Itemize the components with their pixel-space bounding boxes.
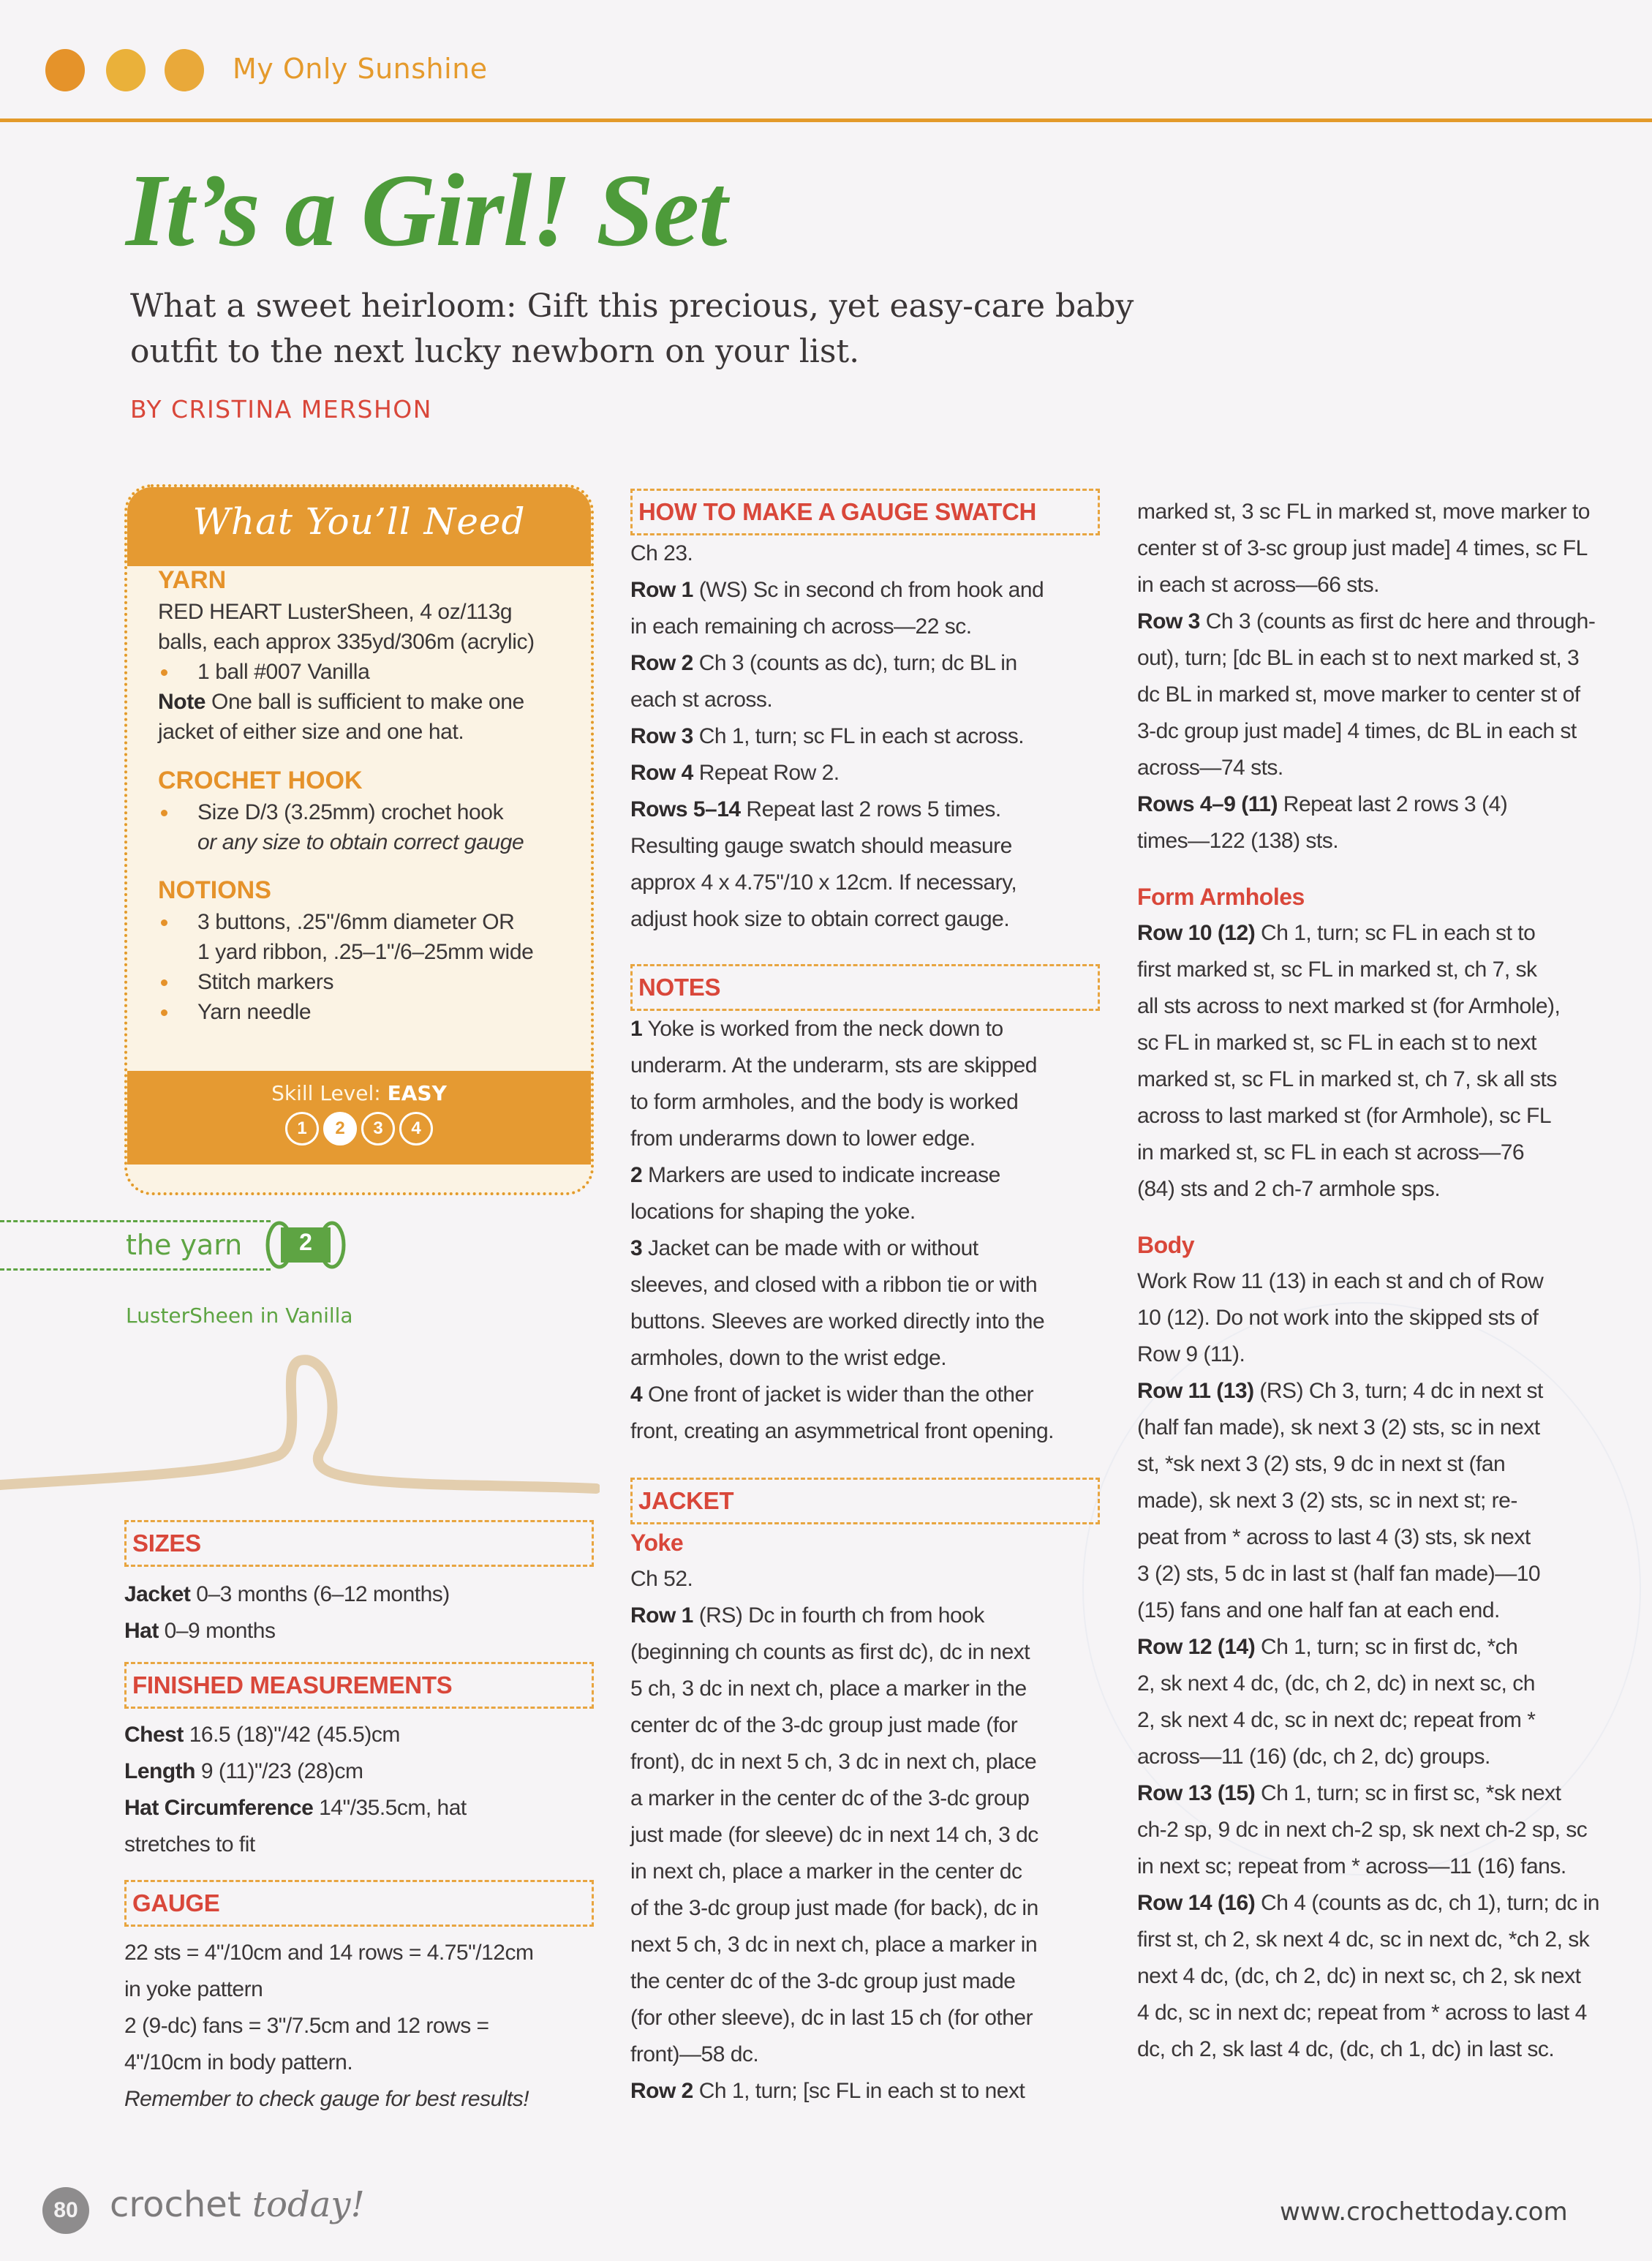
skill-circle-3: 3 bbox=[361, 1112, 395, 1145]
row-label: Rows 4–9 (11) bbox=[1137, 792, 1278, 816]
hat-circ-value: 14"/35.5cm, hat bbox=[313, 1796, 467, 1820]
note-text: front, creating an asymmetrical front opening. bbox=[630, 1419, 1054, 1443]
hook-bullet-text: Size D/3 (3.25mm) crochet hook bbox=[197, 800, 504, 824]
right-column bbox=[1137, 494, 1642, 2068]
length-label: Length bbox=[124, 1759, 195, 1783]
hat-label: Hat bbox=[124, 1619, 159, 1643]
gauge-content bbox=[124, 1935, 607, 2118]
chest-value: 16.5 (18)"/42 (45.5)cm bbox=[183, 1723, 400, 1747]
note-text: buttons. Sleeves are worked directly into the bbox=[630, 1309, 1045, 1333]
sizes-header bbox=[124, 1520, 594, 1567]
skill-circle-2: 2 bbox=[323, 1112, 357, 1145]
byline: BY CRISTINA MERSHON bbox=[130, 395, 432, 424]
row-label: Row 1 bbox=[630, 578, 693, 602]
jacket-heading: JACKET bbox=[638, 1487, 734, 1514]
note-number: 1 bbox=[630, 1017, 643, 1041]
note-text: underarm. At the underarm, sts are skipped bbox=[630, 1053, 1037, 1077]
row-text: (84) sts and 2 ch-7 armhole sps. bbox=[1137, 1177, 1441, 1201]
yoke-heading: Yoke bbox=[630, 1530, 684, 1556]
article-subtitle: What a sweet heirloom: Gift this precious, yet easy-care baby outfit to the next lucky newborn on your list. bbox=[130, 287, 1134, 370]
bullet-icon bbox=[161, 669, 167, 676]
row-text: (15) fans and one half fan at each end. bbox=[1137, 1598, 1500, 1622]
note-text: locations for shaping the yoke. bbox=[630, 1200, 916, 1224]
row-text: just made (for sleeve) dc in next 14 ch, 3 dc bbox=[630, 1823, 1038, 1847]
jacket-content bbox=[630, 1524, 1128, 2110]
row-label: Row 1 bbox=[630, 1603, 693, 1628]
yarn-strand-illustration bbox=[0, 1353, 600, 1500]
notion-item bbox=[158, 997, 575, 1027]
gauge-line: 22 sts = 4"/10cm and 14 rows = 4.75"/12cm bbox=[124, 1941, 534, 1965]
row-text: next 4 dc, (dc, ch 2, dc) in next sc, ch 2, sk next bbox=[1137, 1964, 1581, 1988]
row-text: Ch 1, turn; sc FL in each st across. bbox=[693, 724, 1025, 748]
note-label: Note bbox=[158, 690, 206, 714]
row-text: next 5 ch, 3 dc in next ch, place a marker in bbox=[630, 1933, 1038, 1957]
row-text: in next ch, place a marker in the center dc bbox=[630, 1859, 1022, 1884]
row-label: Row 11 (13) bbox=[1137, 1379, 1254, 1403]
row-text: across—11 (16) (dc, ch 2, dc) groups. bbox=[1137, 1745, 1490, 1769]
row-text: front)—58 dc. bbox=[630, 2042, 759, 2066]
jacket-value: 0–3 months (6–12 months) bbox=[190, 1582, 450, 1606]
row-text: out), turn; [dc BL in each st to next marked st, 3 bbox=[1137, 646, 1580, 670]
row-label: Row 2 bbox=[630, 2079, 693, 2103]
finished-header bbox=[124, 1662, 594, 1709]
what-youll-need-box bbox=[124, 484, 594, 1195]
swatch-result: Resulting gauge swatch should measure bbox=[630, 834, 1012, 858]
yarn-line-1: RED HEART LusterSheen, 4 oz/113g bbox=[158, 600, 513, 624]
note-number: 2 bbox=[630, 1163, 643, 1187]
hook-heading: CROCHET HOOK bbox=[158, 767, 363, 794]
skill-circle-4: 4 bbox=[399, 1112, 433, 1145]
row-label: Row 2 bbox=[630, 651, 693, 675]
skill-level-band bbox=[127, 1071, 591, 1165]
finished-heading: FINISHED MEASUREMENTS bbox=[132, 1671, 453, 1698]
row-text: in each st across—66 sts. bbox=[1137, 573, 1379, 597]
row-label: Row 3 bbox=[1137, 609, 1200, 633]
yarn-weight-number: 2 bbox=[299, 1229, 312, 1255]
skill-value: EASY bbox=[387, 1081, 447, 1105]
yarn-note-2: jacket of either size and one hat. bbox=[158, 720, 464, 744]
body-heading: Body bbox=[1137, 1232, 1194, 1258]
hook-italic-line: or any size to obtain correct gauge bbox=[197, 830, 524, 854]
row-text: 3-dc group just made] 4 times, dc BL in each st bbox=[1137, 719, 1577, 743]
yarn-weight-icon bbox=[265, 1219, 347, 1271]
swatch-content bbox=[630, 535, 1113, 938]
notes-header bbox=[630, 964, 1100, 1011]
row-text: (half fan made), sk next 3 (2) sts, sc in next bbox=[1137, 1415, 1540, 1440]
row-text: 5 ch, 3 dc in next ch, place a marker in the bbox=[630, 1677, 1027, 1701]
row-text: first marked st, sc FL in marked st, ch 7, sk bbox=[1137, 958, 1537, 982]
row-text: made), sk next 3 (2) sts, sc in next st; re- bbox=[1137, 1489, 1517, 1513]
need-box-title: What You’ll Need bbox=[192, 500, 526, 543]
note-text: to form armholes, and the body is worked bbox=[630, 1090, 1019, 1114]
hook-bullet bbox=[158, 797, 575, 827]
yarn-note bbox=[158, 687, 575, 717]
notion-item-cont: 1 yard ribbon, .25–1"/6–25mm wide bbox=[197, 940, 534, 964]
notion-item bbox=[158, 907, 575, 937]
the-yarn-label: the yarn bbox=[126, 1229, 243, 1261]
row-text: (RS) Ch 3, turn; 4 dc in next st bbox=[1253, 1379, 1543, 1403]
header-dot-2 bbox=[106, 49, 146, 91]
finished-content bbox=[124, 1717, 592, 1863]
row-label: Row 14 (16) bbox=[1137, 1891, 1256, 1915]
notion-text: Yarn needle bbox=[197, 1000, 312, 1024]
jacket-ch: Ch 52. bbox=[630, 1567, 693, 1591]
row-text: Row 9 (11). bbox=[1137, 1342, 1245, 1366]
note-text: Yoke is worked from the neck down to bbox=[642, 1017, 1003, 1041]
hook-details bbox=[158, 797, 575, 857]
row-text: times—122 (138) sts. bbox=[1137, 829, 1339, 853]
row-text: center st of 3-sc group just made] 4 times, sc FL bbox=[1137, 536, 1588, 560]
row-text: 2, sk next 4 dc, sc in next dc; repeat from * bbox=[1137, 1708, 1536, 1732]
note-text: Markers are used to indicate increase bbox=[642, 1163, 1000, 1187]
magazine-name-script: today! bbox=[252, 2184, 365, 2225]
row-label: Row 3 bbox=[630, 724, 693, 748]
row-text: Ch 1, turn; sc in first dc, *ch bbox=[1255, 1635, 1518, 1659]
row-text: Ch 1, turn; [sc FL in each st to next bbox=[693, 2079, 1025, 2103]
header-rule bbox=[0, 118, 1652, 122]
row-text: 4 dc, sc in next dc; repeat from * across to last 4 bbox=[1137, 2001, 1587, 2025]
page-number: 80 bbox=[42, 2187, 89, 2234]
yarn-name: LusterSheen in Vanilla bbox=[126, 1303, 353, 1328]
swatch-ch: Ch 23. bbox=[630, 541, 693, 565]
gauge-header bbox=[124, 1880, 594, 1927]
notions-heading: NOTIONS bbox=[158, 876, 271, 904]
row-text: the center dc of the 3-dc group just made bbox=[630, 1969, 1016, 1993]
bullet-icon bbox=[161, 1009, 167, 1016]
yarn-bullet bbox=[158, 657, 575, 687]
notion-item bbox=[158, 967, 575, 997]
row-text: (WS) Sc in second ch from hook and bbox=[693, 578, 1044, 602]
row-text: in next sc; repeat from * across—11 (16) fans. bbox=[1137, 1854, 1566, 1878]
hat-value: 0–9 months bbox=[158, 1619, 276, 1643]
notes-heading: NOTES bbox=[638, 974, 721, 1001]
swatch-result: approx 4 x 4.75"/10 x 12cm. If necessary, bbox=[630, 870, 1017, 895]
swatch-result: adjust hook size to obtain correct gauge. bbox=[630, 907, 1010, 931]
gauge-line: 4"/10cm in body pattern. bbox=[124, 2050, 353, 2074]
note-text: Jacket can be made with or without bbox=[642, 1236, 978, 1260]
skill-level-circles bbox=[127, 1112, 591, 1145]
note-text: One ball is sufficient to make one bbox=[205, 690, 524, 714]
jacket-label: Jacket bbox=[124, 1582, 191, 1606]
row-text: peat from * across to last 4 (3) sts, sk next bbox=[1137, 1525, 1531, 1549]
row-text: (RS) Dc in fourth ch from hook bbox=[693, 1603, 984, 1628]
row-label: Row 13 (15) bbox=[1137, 1781, 1256, 1805]
row-text: marked st, 3 sc FL in marked st, move marker to bbox=[1137, 500, 1590, 524]
skill-level-label bbox=[127, 1081, 591, 1105]
yarn-heading: YARN bbox=[158, 566, 227, 594]
gauge-heading: GAUGE bbox=[132, 1889, 220, 1916]
article-title: It’s a Girl! Set bbox=[126, 152, 727, 268]
row-text: Repeat Row 2. bbox=[693, 761, 840, 785]
row-text: 2, sk next 4 dc, (dc, ch 2, dc) in next sc, ch bbox=[1137, 1671, 1535, 1696]
row-label: Row 12 (14) bbox=[1137, 1635, 1256, 1659]
notes-content bbox=[630, 1011, 1128, 1450]
note-number: 4 bbox=[630, 1382, 643, 1407]
skill-label-text: Skill Level: bbox=[271, 1081, 388, 1105]
row-text: 10 (12). Do not work into the skipped sts of bbox=[1137, 1306, 1539, 1330]
row-label: Row 4 bbox=[630, 761, 693, 785]
header-dot-1 bbox=[45, 49, 85, 91]
row-text: in marked st, sc FL in each st across—76 bbox=[1137, 1140, 1525, 1165]
notions-list bbox=[158, 907, 575, 1027]
row-text: center dc of the 3-dc group just made (for bbox=[630, 1713, 1018, 1737]
row-text: Ch 1, turn; sc in first sc, *sk next bbox=[1255, 1781, 1561, 1805]
yarn-dash-bottom bbox=[0, 1268, 271, 1271]
row-text: 3 (2) sts, 5 dc in last st (half fan made)—10 bbox=[1137, 1562, 1541, 1586]
armholes-heading: Form Armholes bbox=[1137, 884, 1305, 910]
swatch-heading: HOW TO MAKE A GAUGE SWATCH bbox=[638, 498, 1037, 525]
bullet-icon bbox=[161, 979, 167, 986]
row-text: across to last marked st (for Armhole), sc FL bbox=[1137, 1104, 1552, 1128]
length-value: 9 (11)"/23 (28)cm bbox=[195, 1759, 363, 1783]
row-text: dc BL in marked st, move marker to center st of bbox=[1137, 682, 1580, 707]
note-text: sleeves, and closed with a ribbon tie or with bbox=[630, 1273, 1038, 1297]
bullet-icon bbox=[161, 810, 167, 816]
need-box-header bbox=[127, 487, 591, 566]
gauge-line: in yoke pattern bbox=[124, 1977, 263, 2001]
note-text: from underarms down to lower edge. bbox=[630, 1126, 976, 1151]
row-text: ch-2 sp, 9 dc in next ch-2 sp, sk next ch-2 sp, sc bbox=[1137, 1818, 1588, 1842]
skill-circle-1: 1 bbox=[285, 1112, 319, 1145]
row-text: marked st, sc FL in marked st, ch 7, sk all sts bbox=[1137, 1067, 1557, 1091]
row-text: in each remaining ch across—22 sc. bbox=[630, 614, 972, 639]
row-text: Ch 4 (counts as dc, ch 1), turn; dc in bbox=[1255, 1891, 1599, 1915]
row-text: (beginning ch counts as first dc), dc in next bbox=[630, 1640, 1030, 1664]
header-dot-3 bbox=[165, 49, 204, 91]
row-label: Rows 5–14 bbox=[630, 797, 741, 821]
row-text: sc FL in marked st, sc FL in each st to next bbox=[1137, 1031, 1536, 1055]
row-text: dc, ch 2, sk last 4 dc, (dc, ch 1, dc) in last sc. bbox=[1137, 2037, 1555, 2061]
row-text: Ch 3 (counts as dc), turn; dc BL in bbox=[693, 651, 1017, 675]
bullet-icon bbox=[161, 919, 167, 926]
notion-text: Stitch markers bbox=[197, 970, 334, 994]
row-label: Row 10 (12) bbox=[1137, 921, 1256, 945]
row-text: first st, ch 2, sk next 4 dc, sc in next dc, *ch 2, sk bbox=[1137, 1927, 1590, 1952]
section-label: My Only Sunshine bbox=[233, 53, 488, 85]
website-url[interactable]: www.crochettoday.com bbox=[1280, 2197, 1568, 2227]
row-text: all sts across to next marked st (for Armhole), bbox=[1137, 994, 1561, 1018]
sizes-heading: SIZES bbox=[132, 1530, 201, 1557]
hat-circ-value-2: stretches to fit bbox=[124, 1832, 255, 1856]
row-text: Ch 3 (counts as first dc here and through- bbox=[1199, 609, 1596, 633]
hat-circ-label: Hat Circumference bbox=[124, 1796, 314, 1820]
row-text: front), dc in next 5 ch, 3 dc in next ch, place bbox=[630, 1750, 1037, 1774]
sizes-content bbox=[124, 1576, 592, 1649]
row-text: Repeat last 2 rows 5 times. bbox=[740, 797, 1001, 821]
notion-text: 3 buttons, .25"/6mm diameter OR bbox=[197, 910, 515, 934]
yarn-details bbox=[158, 597, 575, 747]
row-text: each st across. bbox=[630, 688, 773, 712]
row-text: st, *sk next 3 (2) sts, 9 dc in next st (fan bbox=[1137, 1452, 1506, 1476]
row-text: Ch 1, turn; sc FL in each st to bbox=[1255, 921, 1536, 945]
chest-label: Chest bbox=[124, 1723, 184, 1747]
note-number: 3 bbox=[630, 1236, 643, 1260]
row-text: Work Row 11 (13) in each st and ch of Row bbox=[1137, 1269, 1544, 1293]
yarn-dash-top bbox=[0, 1220, 271, 1222]
row-text: across—74 sts. bbox=[1137, 756, 1283, 780]
row-text: a marker in the center dc of the 3-dc group bbox=[630, 1786, 1030, 1810]
row-text: (for other sleeve), dc in last 15 ch (for other bbox=[630, 2006, 1033, 2030]
gauge-reminder: Remember to check gauge for best results! bbox=[124, 2087, 529, 2111]
magazine-logo bbox=[110, 2184, 365, 2225]
swatch-header bbox=[630, 489, 1100, 535]
magazine-name-plain: crochet bbox=[110, 2184, 252, 2225]
row-text: of the 3-dc group just made (for back), dc in bbox=[630, 1896, 1038, 1920]
note-text: One front of jacket is wider than the other bbox=[642, 1382, 1034, 1407]
row-text: Repeat last 2 rows 3 (4) bbox=[1277, 792, 1508, 816]
jacket-header bbox=[630, 1478, 1100, 1524]
gauge-line: 2 (9-dc) fans = 3"/7.5cm and 12 rows = bbox=[124, 2014, 489, 2038]
yarn-bullet-text: 1 ball #007 Vanilla bbox=[197, 660, 370, 684]
note-text: armholes, down to the wrist edge. bbox=[630, 1346, 947, 1370]
yarn-line-2: balls, each approx 335yd/306m (acrylic) bbox=[158, 630, 535, 654]
